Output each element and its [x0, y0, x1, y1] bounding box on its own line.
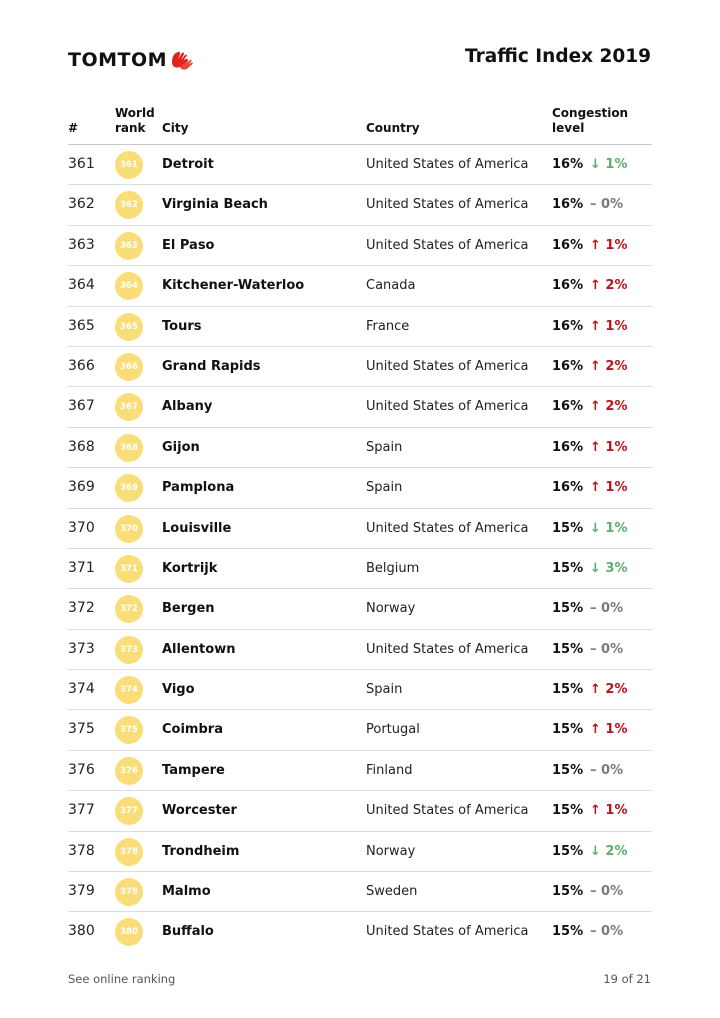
logo-wordmark: TOMTOM [68, 49, 168, 71]
congestion-change: ↓ 2% [590, 843, 628, 859]
world-rank-badge: 366 [115, 353, 143, 381]
table-row [68, 387, 652, 427]
rank-number: 367 [68, 398, 95, 415]
congestion-level: 16% [552, 358, 584, 374]
table-row [68, 630, 652, 670]
rank-number: 365 [68, 317, 95, 334]
table-row [68, 710, 652, 750]
city-name: Coimbra [162, 722, 223, 738]
congestion-level: 15% [552, 520, 584, 536]
country-name: Spain [366, 480, 403, 496]
congestion-level: 15% [552, 682, 584, 698]
congestion-level: 16% [552, 157, 584, 172]
congestion-change: ↑ 1% [590, 318, 628, 334]
congestion-change: – 0% [590, 884, 624, 900]
city-name: Detroit [162, 157, 214, 172]
country-name: United States of America [366, 641, 529, 657]
world-rank-badge: 373 [115, 636, 143, 664]
congestion-level: 15% [552, 762, 584, 778]
rank-number: 374 [68, 681, 95, 698]
world-rank-badge: 375 [115, 716, 143, 744]
congestion-level: 16% [552, 439, 584, 455]
city-name: Malmo [162, 884, 211, 900]
congestion-change: – 0% [590, 762, 624, 778]
table-row [68, 347, 652, 387]
world-rank-badge: 370 [115, 515, 143, 543]
congestion-level: 15% [552, 924, 584, 940]
rank-number: 379 [68, 883, 95, 900]
country-name: Norway [366, 601, 416, 617]
congestion-change: ↑ 1% [590, 722, 628, 738]
congestion-change: ↑ 2% [590, 682, 628, 698]
city-name: Albany [162, 399, 213, 415]
city-name: Bergen [162, 601, 215, 617]
country-name: United States of America [366, 237, 529, 253]
congestion-change: ↑ 1% [590, 439, 628, 455]
city-name: Worcester [162, 803, 237, 819]
world-rank-badge: 374 [115, 676, 143, 704]
congestion-level: 15% [552, 884, 584, 900]
congestion-level: 16% [552, 318, 584, 334]
country-name: Spain [366, 682, 403, 698]
congestion-change: – 0% [590, 924, 624, 940]
world-rank-badge: 379 [115, 878, 143, 906]
congestion-level: 15% [552, 803, 584, 819]
city-name: Tours [162, 318, 202, 334]
column-header-num: # [68, 121, 79, 135]
congestion-level: 16% [552, 399, 584, 415]
table-row [68, 751, 652, 791]
column-header-congestion: Congestion level [552, 106, 629, 135]
country-name: United States of America [366, 520, 529, 536]
rank-number: 364 [68, 277, 95, 294]
congestion-level: 15% [552, 843, 584, 859]
congestion-level: 16% [552, 237, 584, 253]
table-row [68, 226, 652, 266]
country-name: United States of America [366, 924, 529, 940]
report-title: Traffic Index 2019 [465, 46, 651, 67]
congestion-change: – 0% [590, 641, 624, 657]
city-name: Buffalo [162, 924, 214, 940]
congestion-level: 15% [552, 601, 584, 617]
world-rank-badge: 363 [115, 232, 143, 260]
rank-number: 362 [68, 196, 95, 213]
world-rank-badge: 369 [115, 474, 143, 502]
rank-number: 375 [68, 721, 95, 738]
world-rank-badge: 367 [115, 393, 143, 421]
world-rank-badge: 376 [115, 757, 143, 785]
column-header-country: Country [366, 121, 420, 135]
world-rank-badge: 372 [115, 595, 143, 623]
world-rank-badge: 377 [115, 797, 143, 825]
table-row [68, 266, 652, 306]
world-rank-badge: 371 [115, 555, 143, 583]
column-header-city: City [162, 121, 189, 135]
city-name: Louisville [162, 520, 232, 536]
rank-number: 372 [68, 600, 95, 617]
table-row [68, 912, 652, 951]
congestion-level: 15% [552, 560, 584, 576]
city-name: Gijon [162, 439, 200, 455]
table-row [68, 549, 652, 589]
country-name: Belgium [366, 560, 420, 576]
congestion-level: 16% [552, 480, 584, 496]
world-rank-badge: 364 [115, 272, 143, 300]
column-header-world-rank: World rank [115, 106, 155, 135]
city-name: El Paso [162, 237, 215, 253]
country-name: Portugal [366, 722, 420, 738]
world-rank-badge: 362 [115, 191, 143, 219]
ranking-table-body [68, 145, 652, 952]
country-name: United States of America [366, 803, 529, 819]
table-row [68, 428, 652, 468]
country-name: Spain [366, 439, 403, 455]
table-row [68, 872, 652, 912]
city-name: Pamplona [162, 480, 235, 496]
rank-number: 373 [68, 640, 95, 657]
country-name: United States of America [366, 399, 529, 415]
table-row [68, 791, 652, 831]
city-name: Trondheim [162, 843, 240, 859]
country-name: Canada [366, 278, 416, 294]
table-row [68, 670, 652, 710]
congestion-change: ↑ 2% [590, 399, 628, 415]
world-rank-badge: 368 [115, 434, 143, 462]
congestion-change: ↑ 1% [590, 803, 628, 819]
congestion-level: 16% [552, 197, 584, 213]
rank-number: 378 [68, 842, 95, 859]
congestion-change: ↓ 3% [590, 560, 628, 576]
rank-number: 368 [68, 438, 95, 455]
congestion-level: 16% [552, 278, 584, 294]
world-rank-badge: 365 [115, 313, 143, 341]
table-row [68, 832, 652, 872]
congestion-change: – 0% [590, 197, 624, 213]
congestion-change: ↓ 1% [590, 520, 628, 536]
world-rank-badge: 378 [115, 838, 143, 866]
congestion-change: ↑ 2% [590, 278, 628, 294]
rank-number: 380 [68, 923, 95, 940]
congestion-level: 15% [552, 722, 584, 738]
congestion-change: ↑ 2% [590, 358, 628, 374]
table-row [68, 185, 652, 225]
see-online-ranking-link[interactable]: See online ranking [68, 972, 176, 986]
table-row [68, 145, 652, 185]
country-name: United States of America [366, 157, 529, 172]
city-name: Vigo [162, 682, 195, 698]
page-number: 19 of 21 [603, 972, 651, 986]
city-name: Tampere [162, 762, 225, 778]
country-name: United States of America [366, 197, 529, 213]
rank-number: 363 [68, 236, 95, 253]
rank-number: 366 [68, 357, 95, 374]
city-name: Kitchener-Waterloo [162, 278, 305, 294]
table-row [68, 509, 652, 549]
table-row [68, 468, 652, 508]
rank-number: 377 [68, 802, 95, 819]
table-row [68, 589, 652, 629]
world-rank-badge: 380 [115, 918, 143, 946]
rank-number: 370 [68, 519, 95, 536]
country-name: Norway [366, 843, 416, 859]
table-row [68, 307, 652, 347]
city-name: Kortrijk [162, 560, 218, 576]
city-name: Virginia Beach [162, 197, 268, 213]
tomtom-logo [68, 48, 195, 72]
country-name: Finland [366, 762, 413, 778]
country-name: France [366, 318, 410, 334]
rank-number: 369 [68, 479, 95, 496]
city-name: Grand Rapids [162, 358, 261, 374]
congestion-change: ↑ 1% [590, 237, 628, 253]
logo-hands-icon [169, 48, 195, 72]
world-rank-badge: 361 [115, 151, 143, 179]
country-name: Sweden [366, 884, 418, 900]
rank-number: 361 [68, 156, 95, 172]
country-name: United States of America [366, 358, 529, 374]
rank-number: 376 [68, 761, 95, 778]
congestion-change: – 0% [590, 601, 624, 617]
congestion-change: ↑ 1% [590, 480, 628, 496]
congestion-change: ↓ 1% [590, 157, 628, 172]
table-header [68, 104, 652, 145]
congestion-level: 15% [552, 641, 584, 657]
rank-number: 371 [68, 559, 95, 576]
city-name: Allentown [162, 641, 236, 657]
